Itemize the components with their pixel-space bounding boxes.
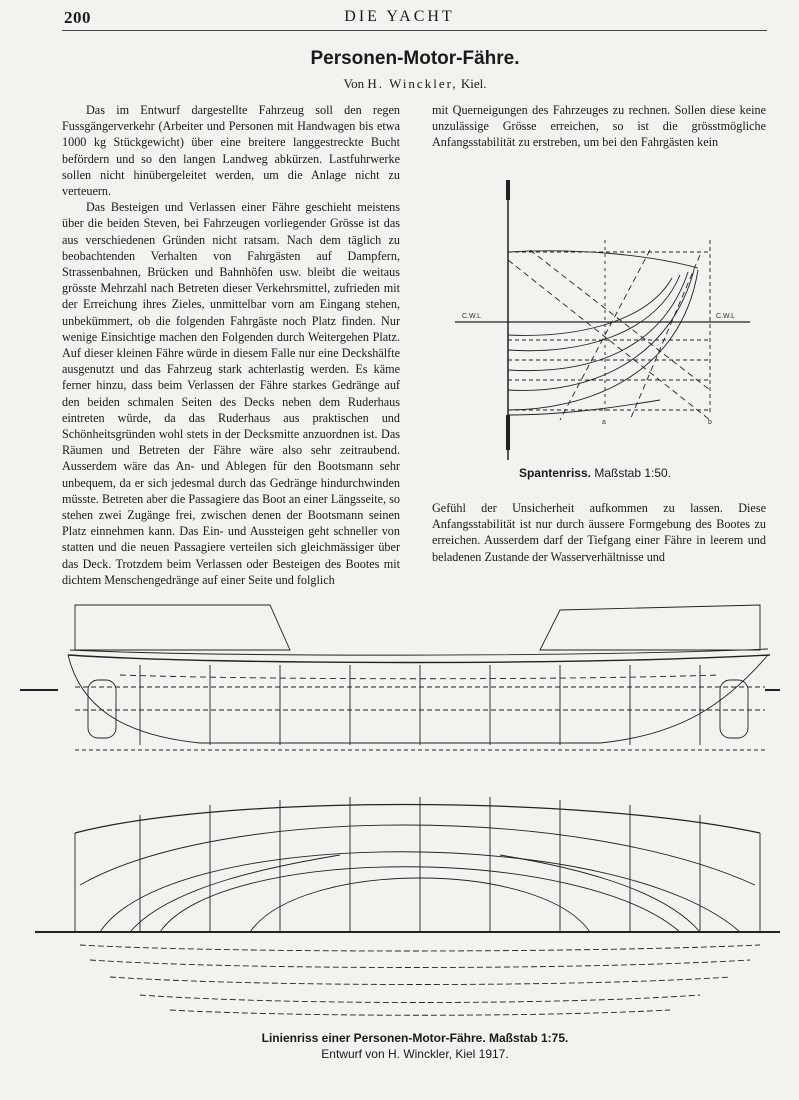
waterline-view [80, 945, 760, 1015]
body-plan-caption [430, 466, 760, 480]
lines-plan-caption-credit: Entwurf von H. Winckler, Kiel 1917. [321, 1047, 509, 1061]
cwl-label-left: C.W.L [462, 313, 482, 320]
article-title: Personen-Motor-Fähre. [310, 48, 520, 69]
byline-prefix: Von [343, 76, 365, 91]
paragraph: Gefühl der Unsicherheit aufkommen zu lassen. Diese Anfangsstabilität ist nur durch äussere Formgebung des Bootes zu erreichen. Ausserdem darf der Tiefgang einer Fähre in leerem und beladenen Zustande der Wasserverhältnisse und [432, 501, 766, 564]
profile-view [20, 605, 780, 750]
lines-plan-caption-title: Linienriss einer Personen-Motor-Fähre. Maßstab 1:75. [261, 1031, 569, 1045]
body-plan-figure [430, 160, 770, 460]
point-label-a: a [602, 419, 606, 426]
half-breadth-view [35, 797, 780, 932]
point-label-b: b [708, 419, 712, 426]
paragraph: Das im Entwurf dargestellte Fahrzeug soll den regen Fussgängerverkehr (Arbeiter und Personen mit Handwagen bis etwa 1000 kg Stückgewicht) über eine breitere langgestreckte Bucht befördern und so den langen Landweg abkürzen. Lastfuhrwerke sollen nicht hinübergeleitet werden, um die Anlage nicht zu verteuern. [62, 103, 400, 199]
right-column-top [432, 102, 766, 151]
paragraph: mit Querneigungen des Fahrzeuges zu rechnen. Sollen diese keine unzulässige Grösse erreichen, so ist die grösstmögliche Anfangsstabilität zu erstreben, um bei den Fahrgästen kein [432, 103, 766, 150]
byline-place: Kiel. [460, 76, 487, 91]
lines-plan-figure [20, 585, 780, 1025]
cwl-label-right: C.W.L [716, 313, 736, 320]
byline-author: H. Winckler, [367, 76, 458, 91]
body-plan-caption-scale: Maßstab 1:50. [594, 466, 672, 480]
lines-plan-caption [0, 1030, 799, 1062]
header-rule [62, 30, 767, 31]
right-column-bottom [432, 500, 766, 565]
left-column [62, 102, 400, 588]
byline [0, 76, 799, 92]
page-number: 200 [64, 8, 91, 27]
running-head: DIE YACHT [344, 8, 455, 25]
paragraph: Das Besteigen und Verlassen einer Fähre geschieht meistens über die beiden Steven, bei Fahrzeugen vorliegender Grösse ist das aus verschiedenen Gründen nicht ratsam. Nach dem täglich zu beobachtenden Verhalten von Fahrgästen auf Dampfern, Strassenbahnen, Brücken und Bahnhöfen usw. bleibt die weitaus grösste Mehrzahl nach Betreten dieser Verkehrsmittel, zufrieden mit der Erreichung ihres Zieles, unmittelbar vorn am Eingang stehen, unbekümmert, ob die folgenden Fahrgäste noch Platz finden. Nur wenige Einsichtige machen den Folgenden durch Weitergehen Platz. Auf dieser kleinen Fähre würde in diesem Falle nur eine Deckshälfte ausgenutzt und das Fahrzeug stark achterlastig werden. Es käme ferner hinzu, dass beim Verlassen der Fähre starkes Gedränge auf den beiden schmalen Seiten des Decks neben dem Ruderhaus eintreten würde, da das Ruderhaus aus praktischen und Schönheitsgründen wohl stets in der Decksmitte anzuordnen ist. Das Räumen und Betreten der Fähre wäre also sehr zeitraubend. Ausserdem wäre das An- und Ablegen für den Bootsmann sehr unbequem, da er sich jedesmal durch das Gedränge hindurchwinden müsste. Betreten aber die Passagiere das Boot an einer Längsseite, so stehen zwei Zugänge frei, zwischen denen der Bootsmann seinen Platz einnehmen kann. Das Ein- und Aussteigen geht schneller von statten und die neuen Passagiere verteilen sich gleichmässiger über das Deck. Trotzdem beim Verlassen oder Besteigen des Bootes mit dichtem Menschengedränge auf einer Seite und folglich [62, 200, 400, 587]
body-plan-caption-title: Spantenriss. [518, 466, 591, 480]
